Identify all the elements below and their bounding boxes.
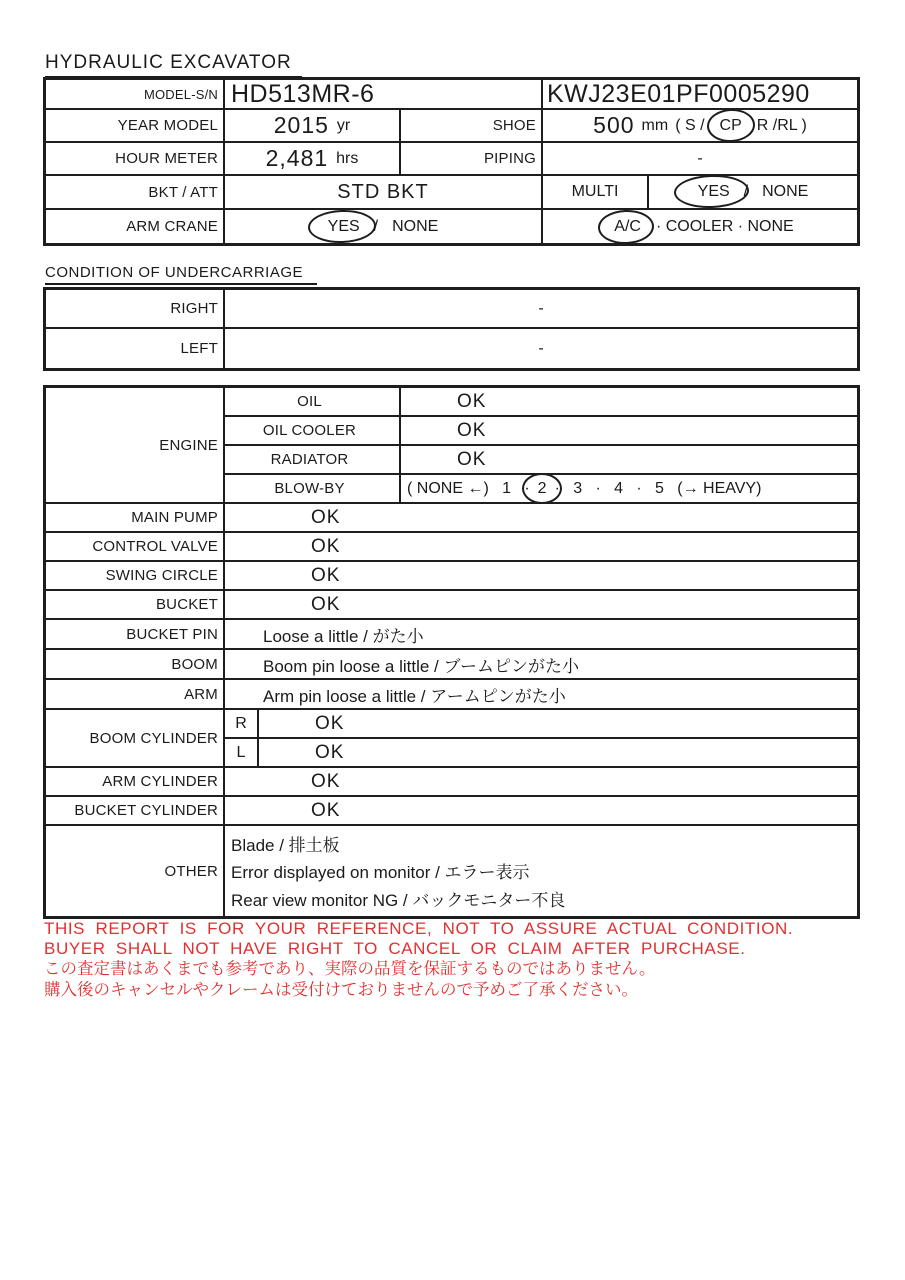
shoe-value xyxy=(543,110,857,141)
blow-by-suffix: · 3 · 4 · 5 (→ HEAVY) xyxy=(554,479,762,497)
table-row xyxy=(225,475,857,502)
control-valve-label: CONTROL VALVE xyxy=(46,533,225,560)
arm-crane-none: NONE xyxy=(392,217,439,235)
oil-value: OK xyxy=(457,390,487,412)
engine-subrows xyxy=(225,388,857,502)
year-model-label: YEAR MODEL xyxy=(46,110,225,141)
piping-value: - xyxy=(697,149,703,167)
shoe-label: SHOE xyxy=(401,110,543,141)
bucket-pin-value: Loose a little / がた小 xyxy=(263,626,424,646)
other-lines xyxy=(225,826,857,916)
swing-circle-value: OK xyxy=(311,564,341,586)
year-model-value xyxy=(225,110,401,141)
oil-cooler-value: OK xyxy=(457,419,487,441)
hour-number: 2,481 xyxy=(265,145,329,171)
page-title: HYDRAULIC EXCAVATOR xyxy=(45,52,302,78)
multi-slash: / xyxy=(743,183,749,200)
disclaimer-line-en: BUYER SHALL NOT HAVE RIGHT TO CANCEL OR CLAIM AFTER PURCHASE. xyxy=(44,939,746,958)
disclaimer-line-jp: 購入後のキャンセルやクレームは受付けておりませんので予めご了承ください。 xyxy=(44,980,638,999)
shoe-number: 500 xyxy=(593,112,635,138)
blow-by-label: BLOW-BY xyxy=(225,475,401,502)
blow-by-rating-circled: 2 xyxy=(537,479,547,497)
left-label: LEFT xyxy=(46,329,225,368)
arm-crane-value xyxy=(225,210,543,243)
table-row xyxy=(46,562,857,591)
ac-circled: A/C xyxy=(614,217,641,235)
boom-cylinder-r-value: OK xyxy=(315,712,345,734)
undercarriage-table xyxy=(43,287,860,371)
other-line: Error displayed on monitor / エラー表示 xyxy=(231,863,530,883)
year-unit: yr xyxy=(336,116,351,134)
disclaimer xyxy=(44,919,793,1000)
main-pump-label: MAIN PUMP xyxy=(46,504,225,531)
left-value: - xyxy=(538,339,544,357)
bkt-att-label: BKT / ATT xyxy=(46,176,225,208)
table-row xyxy=(225,739,857,766)
bucket-pin-label: BUCKET PIN xyxy=(46,620,225,648)
ac-cooler-value xyxy=(543,210,857,243)
swing-circle-label: SWING CIRCLE xyxy=(46,562,225,589)
blow-by-prefix: ( NONE ←) 1 · xyxy=(407,479,530,497)
table-row xyxy=(46,504,857,533)
shoe-unit: mm xyxy=(641,116,669,134)
bucket-value: OK xyxy=(311,593,341,615)
table-row xyxy=(46,80,857,110)
inspection-table xyxy=(43,385,860,919)
undercarriage-title: CONDITION OF UNDERCARRIAGE xyxy=(45,264,317,285)
shoe-options-suffix: R /RL ) xyxy=(756,116,807,134)
piping-label: PIPING xyxy=(401,143,543,174)
oil-label: OIL xyxy=(225,388,401,415)
table-row xyxy=(225,417,857,446)
arm-label: ARM xyxy=(46,680,225,708)
boom-value: Boom pin loose a little / ブームピンがた小 xyxy=(263,656,579,676)
table-row xyxy=(225,446,857,475)
arm-crane-yes-circled: YES xyxy=(327,217,360,235)
table-row xyxy=(46,650,857,680)
boom-cylinder-r-label: R xyxy=(225,710,259,737)
ac-rest: · COOLER · NONE xyxy=(655,217,794,235)
arm-value: Arm pin loose a little / アームピンがた小 xyxy=(263,686,566,706)
hour-meter-value xyxy=(225,143,401,174)
table-row xyxy=(46,176,857,210)
boom-cylinder-subrows xyxy=(225,710,857,766)
hour-meter-label: HOUR METER xyxy=(46,143,225,174)
table-row xyxy=(46,797,857,826)
other-block xyxy=(46,826,857,916)
multi-value xyxy=(649,176,857,208)
radiator-value: OK xyxy=(457,448,487,470)
table-row xyxy=(46,210,857,243)
multi-label: MULTI xyxy=(543,176,649,208)
spec-table xyxy=(43,77,860,246)
arm-cylinder-value: OK xyxy=(311,770,341,792)
table-row xyxy=(46,768,857,797)
boom-label: BOOM xyxy=(46,650,225,678)
model-value: HD513MR-6 xyxy=(225,80,543,108)
table-row xyxy=(225,710,857,739)
control-valve-value: OK xyxy=(311,535,341,557)
bucket-cylinder-value: OK xyxy=(311,799,341,821)
disclaimer-line-jp: この査定書はあくまでも参考であり、実際の品質を保証するものではありません。 xyxy=(44,960,656,978)
boom-cylinder-l-value: OK xyxy=(315,741,345,763)
year-number: 2015 xyxy=(273,112,329,138)
table-row xyxy=(46,110,857,143)
right-label: RIGHT xyxy=(46,290,225,327)
serial-number-value: KWJ23E01PF0005290 xyxy=(547,79,810,108)
table-row xyxy=(46,329,857,368)
boom-cylinder-label: BOOM CYLINDER xyxy=(46,710,225,766)
table-row xyxy=(225,388,857,417)
hour-unit: hrs xyxy=(336,149,359,167)
shoe-options-prefix: ( S / xyxy=(675,116,705,134)
table-row xyxy=(46,591,857,620)
arm-crane-slash: / xyxy=(373,217,379,235)
table-row xyxy=(46,290,857,329)
model-sn-label: MODEL-S/N xyxy=(46,80,225,108)
multi-none: NONE xyxy=(762,183,809,200)
bucket-label: BUCKET xyxy=(46,591,225,618)
bucket-cylinder-label: BUCKET CYLINDER xyxy=(46,797,225,824)
table-row xyxy=(46,533,857,562)
other-line: Rear view monitor NG / バックモニター不良 xyxy=(231,890,566,910)
arm-crane-label: ARM CRANE xyxy=(46,210,225,243)
engine-label: ENGINE xyxy=(46,388,225,502)
table-row xyxy=(46,620,857,650)
boom-cylinder-block xyxy=(46,710,857,768)
boom-cylinder-l-label: L xyxy=(225,739,259,766)
arm-cylinder-label: ARM CYLINDER xyxy=(46,768,225,795)
oil-cooler-label: OIL COOLER xyxy=(225,417,401,444)
main-pump-value: OK xyxy=(311,506,341,528)
other-label: OTHER xyxy=(46,826,225,916)
other-line: Blade / 排土板 xyxy=(231,836,340,856)
table-row xyxy=(46,680,857,710)
multi-yes-circled: YES xyxy=(697,183,730,200)
table-row xyxy=(46,143,857,176)
blow-by-scale xyxy=(401,475,857,502)
bkt-att-value: STD BKT xyxy=(225,176,543,208)
disclaimer-line-en: THIS REPORT IS FOR YOUR REFERENCE, NOT TO ASSURE ACTUAL CONDITION. xyxy=(44,919,794,938)
shoe-option-circled: CP xyxy=(719,116,742,134)
radiator-label: RADIATOR xyxy=(225,446,401,473)
engine-block xyxy=(46,388,857,504)
right-value: - xyxy=(538,299,544,317)
